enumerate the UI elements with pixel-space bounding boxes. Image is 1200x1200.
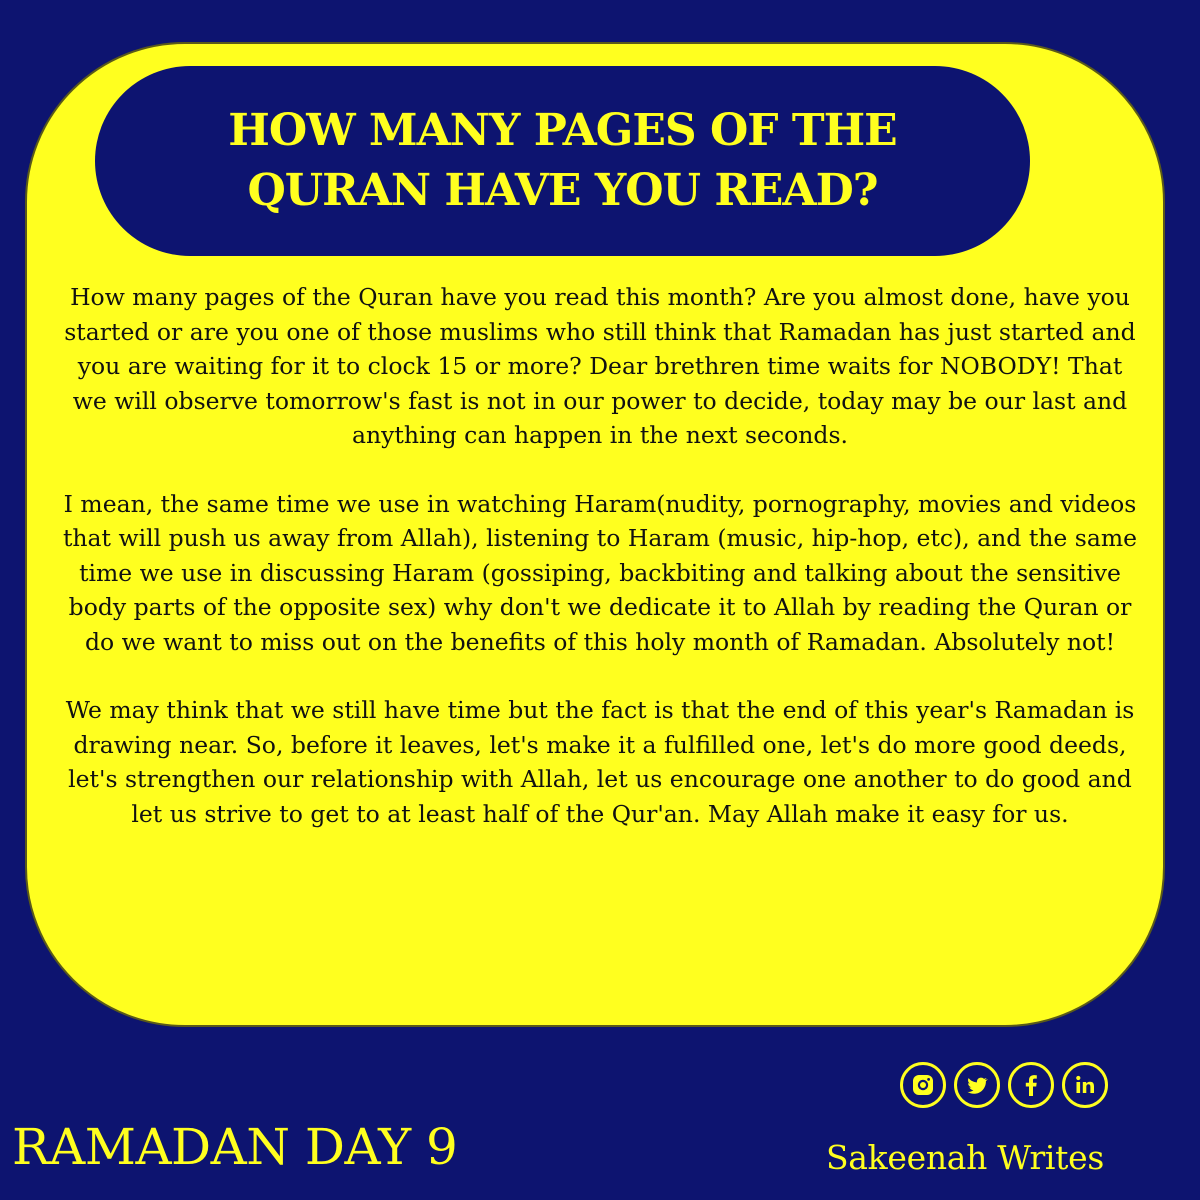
- paragraph-2: I mean, the same time we use in watching Haram(nudity, pornography, movies and videos that will push us away from Allah), listening to Haram (music, hip-hop, etc), and the same time we use in discussing Haram (gossiping, backbiting and talking about the sensitive body parts of the opposite sex) why don't we dedicate it to Allah by reading the Quran or do we want to miss out on the benefits of this holy month of Ramadan. Absolutely not!: [62, 489, 1138, 656]
- title-line-1: HOW MANY PAGES OF THE: [228, 105, 897, 156]
- paragraph-3: We may think that we still have time but the fact is that the end of this year's Ramadan is drawing near. So, before it leaves, let's make it a fulfilled one, let's do more good deeds, let's strengthen our relationship with Allah, let us encourage one another to do good and let us strive to get to at least half of the Qur'an. May Allah make it easy for us.: [65, 696, 1135, 828]
- social-links: [900, 1062, 1108, 1108]
- paragraph-1: How many pages of the Quran have you read this month? Are you almost done, have you started or are you one of those muslims who still think that Ramadan has just started and you are waiting for it to clock 15 or more? Dear brethren time waits for NOBODY! That we will observe tomorrow's fast is not in our power to decide, today may be our last and anything can happen in the next seconds.: [64, 283, 1136, 449]
- article-body: [60, 280, 1140, 865]
- twitter-icon[interactable]: [954, 1062, 1000, 1108]
- brand-name: Sakeenah Writes: [826, 1138, 1104, 1177]
- facebook-icon[interactable]: [1008, 1062, 1054, 1108]
- title-banner: [95, 66, 1030, 256]
- instagram-icon[interactable]: [900, 1062, 946, 1108]
- title-line-2: QURAN HAVE YOU READ?: [247, 165, 878, 216]
- page-title: [228, 101, 896, 221]
- ramadan-day-label: RAMADAN DAY 9: [12, 1118, 458, 1176]
- linkedin-icon[interactable]: [1062, 1062, 1108, 1108]
